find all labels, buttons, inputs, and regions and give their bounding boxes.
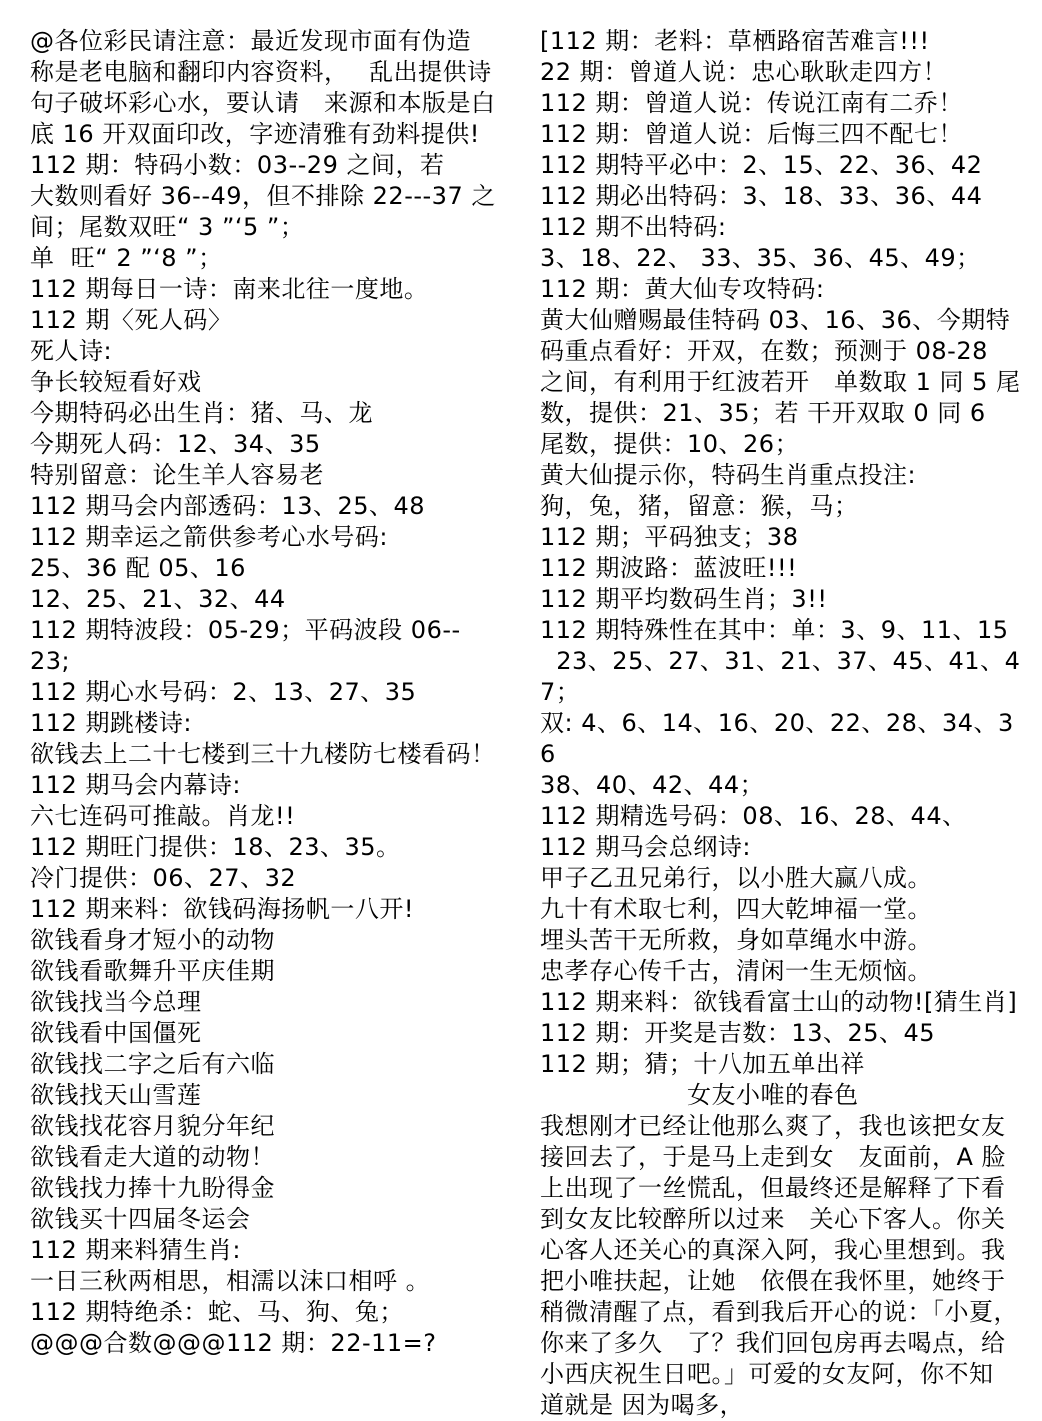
text-line: 欲钱看走大道的动物！ xyxy=(30,1143,275,1171)
text-line: 欲钱找当今总理 xyxy=(30,988,202,1016)
text-line: 欲钱看身才短小的动物 xyxy=(30,926,275,954)
text-line: 12、25、21、32、44 xyxy=(30,585,286,613)
text-line: 22 期：曾道人说：忠心耿耿走四方！ xyxy=(540,58,948,86)
text-line: 112 期马会内幕诗: xyxy=(30,771,242,799)
text-line: 间；尾数双旺“ 3 ”‘5 ”； xyxy=(30,213,305,241)
text-line: 接回去了，于是马上走到女 友面前，A 脸 xyxy=(540,1143,1007,1171)
text-line: 112 期平均数码生肖；3!! xyxy=(540,585,828,613)
text-line: 112 期：曾道人说：传说江南有二乔！ xyxy=(540,89,963,117)
text-line: 到女友比较醉所以过来 关心下客人。你关 xyxy=(540,1205,1006,1233)
text-line: 今期死人码：12、34、35 xyxy=(30,430,321,458)
text-line: 女友小唯的春色 xyxy=(540,1081,859,1109)
text-line: 112 期来料：欲钱看富士山的动物![猜生肖] xyxy=(540,988,1018,1016)
text-line: @@@合数@@@112 期：22-11=? xyxy=(30,1329,437,1357)
text-line: 欲钱去上二十七楼到三十九楼防七楼看码！ xyxy=(30,740,496,768)
text-line: 23、25、27、31、21、37、45、41、47； xyxy=(540,647,1021,706)
text-line: 3、18、22、 33、35、36、45、49； xyxy=(540,244,981,272)
text-line: 我想刚才已经让他那么爽了，我也该把女友 xyxy=(540,1112,1006,1140)
text-line: 底 16 开双面印改，字迹清雅有劲料提供! xyxy=(30,120,480,148)
text-line: 112 期；平码独支；38 xyxy=(540,523,799,551)
text-line: 尾数，提供：10、26； xyxy=(540,430,800,458)
text-line: 112 期来料：欲钱码海扬帆一八开! xyxy=(30,895,415,923)
text-line: 112 期心水号码：2、13、27、35 xyxy=(30,678,417,706)
text-line: [112 期：老料：草栖路宿苦难言!!! xyxy=(540,27,930,55)
text-line: 心客人还关心的真深入阿，我心里想到。我 xyxy=(540,1236,1006,1264)
text-line: 25、36 配 05、16 xyxy=(30,554,246,582)
text-line: 欲钱找力捧十九盼得金 xyxy=(30,1174,275,1202)
text-line: 欲钱找花容月貌分年纪 xyxy=(30,1112,275,1140)
text-line: 六七连码可推敲。肖龙!! xyxy=(30,802,296,830)
text-line: 道就是 因为喝多， xyxy=(540,1391,745,1419)
text-line: 黄大仙提示你，特码生肖重点投注: xyxy=(540,461,917,489)
text-line: 把小唯扶起，让她 依偎在我怀里，她终于 xyxy=(540,1267,1006,1295)
text-line: 112 期特平必中：2、15、22、36、42 xyxy=(540,151,983,179)
right-column xyxy=(540,26,1024,1419)
text-line: 句子破坏彩心水，要认请 来源和本版是白 xyxy=(30,89,496,117)
text-line: 特别留意：论生羊人容易老 xyxy=(30,461,324,489)
text-line: 112 期每日一诗：南来北往一度地。 xyxy=(30,275,429,303)
text-line: 狗，兔，猪，留意：猴，马； xyxy=(540,492,859,520)
text-line: 九十有术取七利，四大乾坤福一堂。 xyxy=(540,895,932,923)
text-line: 埋头苦干无所救，身如草绳水中游。 xyxy=(540,926,932,954)
text-line: 稍微清醒了点，看到我后开心的说：「小夏， xyxy=(540,1298,1018,1326)
text-line: 112 期跳楼诗: xyxy=(30,709,193,737)
text-line: 单 旺“ 2 ”‘8 ”； xyxy=(30,244,223,272)
text-line: 112 期特殊性在其中：单：3、9、11、15 xyxy=(540,616,1009,644)
text-line: 码重点看好：开双，在数；预测于 08-28 xyxy=(540,337,988,365)
text-line: 欲钱看中国僵死 xyxy=(30,1019,202,1047)
text-line: 黄大仙赠赐最佳特码 03、16、36、今期特 xyxy=(540,306,1011,334)
text-line: @各位彩民请注意：最近发现市面有伪造 xyxy=(30,27,471,55)
left-column xyxy=(30,26,514,1388)
text-line: 大数则看好 36--49，但不排除 22---37 之 xyxy=(30,182,496,210)
text-line: 112 期波路：蓝波旺!!! xyxy=(540,554,798,582)
text-line: 38、40、42、44； xyxy=(540,771,765,799)
text-line: 112 期马会内部透码：13、25、48 xyxy=(30,492,426,520)
text-line: 112 期：特码小数：03--29 之间，若 xyxy=(30,151,445,179)
text-line: 23; xyxy=(30,647,71,675)
text-line: 欲钱找天山雪莲 xyxy=(30,1081,202,1109)
text-line: 称是老电脑和翻印内容资料， 乱出提供诗 xyxy=(30,58,492,86)
text-line: 欲钱找二字之后有六临 xyxy=(30,1050,275,1078)
text-line: 112 期来料猜生肖: xyxy=(30,1236,242,1264)
text-line: 忠孝存心传千古，清闲一生无烦恼。 xyxy=(540,957,932,985)
text-line: 112 期：开奖是吉数：13、25、45 xyxy=(540,1019,936,1047)
text-line: 冷门提供：06、27、32 xyxy=(30,864,297,892)
text-line: 数，提供：21、35；若 干开双取 0 同 6 xyxy=(540,399,986,427)
text-line: 欲钱看歌舞升平庆佳期 xyxy=(30,957,275,985)
text-line: 112 期不出特码: xyxy=(540,213,727,241)
text-line: 112 期〈死人码〉 xyxy=(30,306,233,334)
text-line: 双: 4、6、14、16、20、22、28、34、36 xyxy=(540,709,1014,768)
text-line: 之间，有利用于红波若开 单数取 1 同 5 尾 xyxy=(540,368,1021,396)
text-line: 112 期马会总纲诗: xyxy=(540,833,752,861)
text-line: 112 期旺门提供：18、23、35。 xyxy=(30,833,401,861)
text-line: 112 期：黄大仙专攻特码: xyxy=(540,275,825,303)
text-line: 112 期幸运之箭供参考心水号码: xyxy=(30,523,389,551)
text-line: 今期特码必出生肖：猪、马、龙 xyxy=(30,399,373,427)
text-line: 上出现了一丝慌乱，但最终还是解释了下看 xyxy=(540,1174,1006,1202)
text-line: 甲子乙丑兄弟行，以小胜大赢八成。 xyxy=(540,864,932,892)
text-line: 112 期特绝杀：蛇、马、狗、兔； xyxy=(30,1298,404,1326)
text-line: 112 期精选号码：08、16、28、44、 xyxy=(540,802,967,830)
text-line: 112 期；猜；十八加五单出祥 xyxy=(540,1050,865,1078)
text-line: 欲钱买十四届冬运会 xyxy=(30,1205,251,1233)
text-line: 112 期：曾道人说：后悔三四不配七！ xyxy=(540,120,963,148)
text-line: 死人诗: xyxy=(30,337,113,365)
text-line: 争长较短看好戏 xyxy=(30,368,202,396)
text-line: 112 期特波段：05-29；平码波段 06-- xyxy=(30,616,461,644)
text-line: 你来了多久 了？我们回包房再去喝点，给 xyxy=(540,1329,1006,1357)
text-line: 一日三秋两相思，相濡以沫口相呼 。 xyxy=(30,1267,431,1295)
text-line: 小西庆祝生日吧。」可爱的女友阿，你不知 xyxy=(540,1360,994,1388)
text-line: 112 期必出特码：3、18、33、36、44 xyxy=(540,182,983,210)
